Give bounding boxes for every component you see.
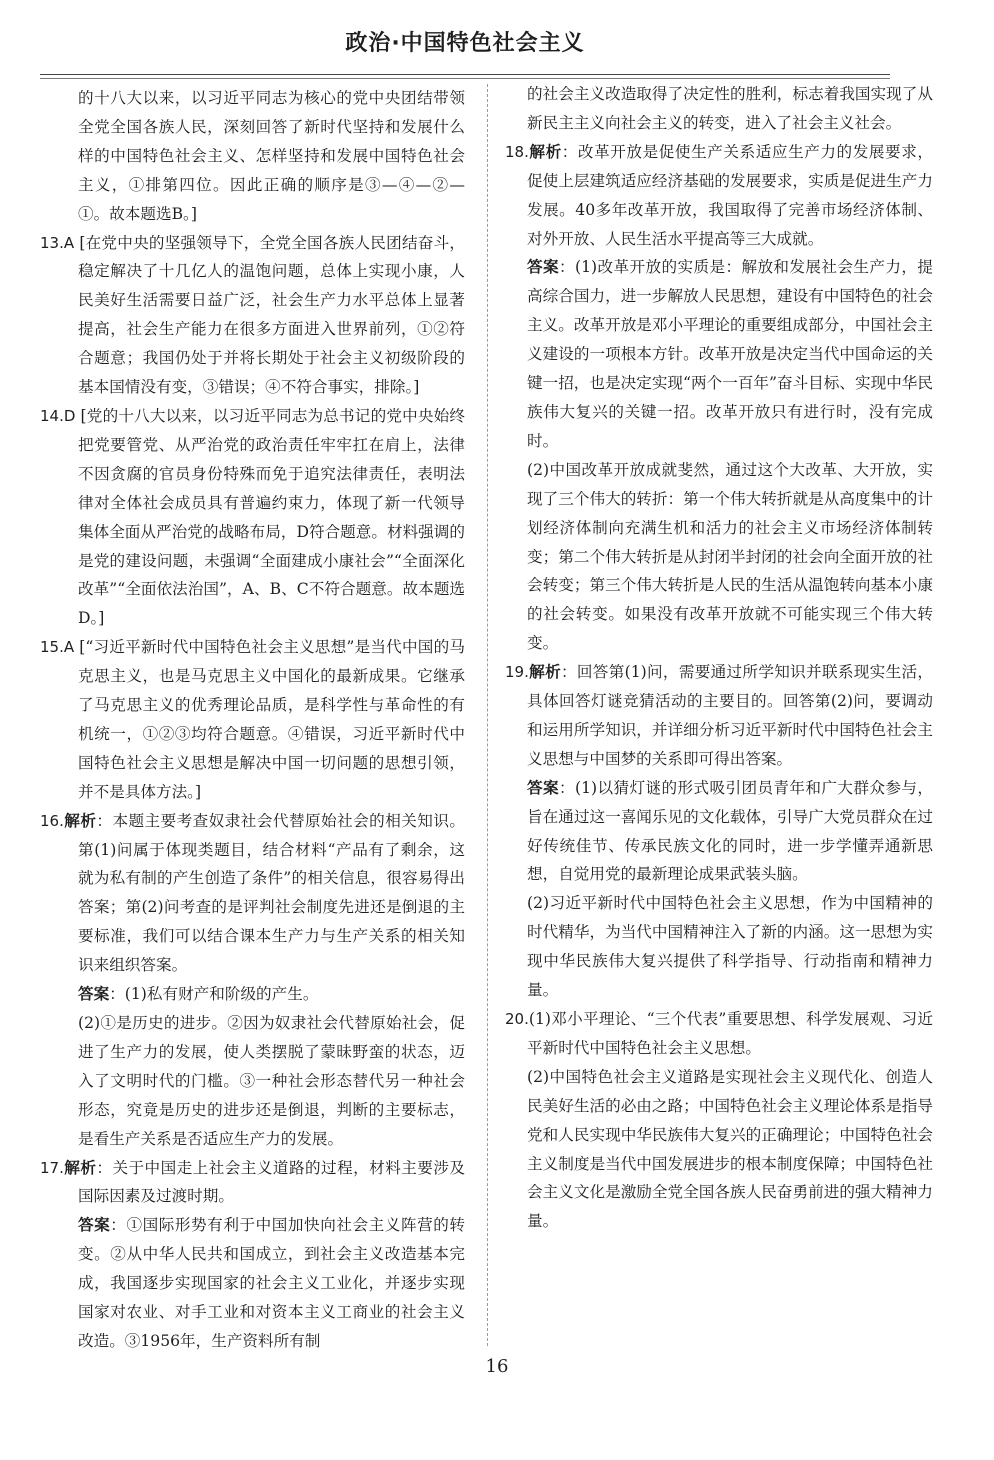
item-text: [“习近平新时代中国特色社会主义思想”是当代中国的马克思主义，也是马克思主义中国化的最新成果。它继承了马克思主义的优秀理论品质，是科学性与革命性的有机统一，①②③均符合题意。④错误，习近平新时代中国特色社会主义思想是解决中国一切问题的思想引领，并不是具体方法。]: [78, 638, 465, 801]
answer-part: [40, 1211, 465, 1356]
header-rule-thin: [40, 78, 890, 79]
item-number: 16.: [40, 811, 64, 830]
column-divider: [487, 84, 488, 1346]
continued-answer: 的十八大以来，以习近平同志为核心的党中央团结带领全党全国各族人民，深刻回答了新时代坚持和发展什么样的中国特色社会主义、怎样坚持和发展中国特色社会主义，①排第四位。因此正确的顺序是③—④—②—①。故本题选B。]: [78, 89, 465, 223]
answer-text: (1)邓小平理论、“三个代表”重要思想、科学发展观、习近平新时代中国特色社会主义思想。: [527, 1010, 933, 1057]
item-text: [党的十八大以来，以习近平同志为总书记的党中央始终把党要管党、从严治党的政治责任牢牢扛在肩上，法律不因贪腐的官员身份特殊而免于追究法律责任，表明法律对全体社会成员具有普遍约束力，体现了新一代领导集体全面从严治党的战略布局，D符合题意。材料强调的是党的建设问题，未强调“全面建成小康社会”“全面深化改革”“全面依法治国”，A、B、C不符合题意。故本题选D。]: [78, 406, 465, 628]
analysis-label: 解析: [528, 141, 562, 161]
answer-part: (2)中国改革开放成就斐然，通过这个大改革、大开放，实现了三个伟大的转折：第一个伟大转折就是从高度集中的计划经济体制向充满生机和活力的社会主义市场经济体制转变；第二个伟大转折是从封闭半封闭的社会向全面开放的社会转变；第三个伟大转折是人民的生活从温饱转向基本小康的社会转变。如果没有改革开放就不可能实现三个伟大转变。: [527, 460, 933, 653]
answer-part: [505, 253, 933, 455]
answer-part: (2)习近平新时代中国特色社会主义思想，作为中国精神的时代精华，为当代中国精神注入了新的内涵。这一思想为实现中华民族伟大复兴提供了科学指导、行动指南和精神力量。: [527, 894, 933, 1000]
analysis-label: 解析: [63, 810, 97, 830]
item-number: 15.A: [40, 638, 75, 657]
answer-text: ：(1)以猜灯谜的形式吸引团员青年和广大群众参与，旨在通过这一喜闻乐见的文化载体，引导广大党员群众在过好传统佳节、传承民族文化的同时，进一步学懂弄通新思想，自觉用党的最新理论成果武装头脑。: [527, 778, 933, 884]
analysis-text: ：关于中国走上社会主义道路的过程，材料主要涉及国际因素及过渡时期。: [78, 1158, 465, 1206]
continued-answer: 的社会主义改造取得了决定性的胜利，标志着我国实现了从新民主主义向社会主义的转变，进入了社会主义社会。: [527, 85, 933, 132]
analysis-text: ：本题主要考查奴隶社会代替原始社会的相关知识。第(1)问属于体现类题目，结合材料“产品有了剩余，这就为私有制的产生创造了条件”的相关信息，很容易得出答案；第(2)问考查的是评判社会制度先进还是倒退的主要标准，我们可以结合课本生产力与生产关系的相关知识来组织答案。: [78, 811, 465, 975]
answer-item-15: [40, 633, 465, 806]
answer-text: ：①国际形势有利于中国加快向社会主义阵营的转变。②从中华人民共和国成立，到社会主义改造基本完成，我国逐步实现国家的社会主义工业化，并逐步实现国家对农业、对手工业和对资本主义工商业的社会主义改造。③1956年，生产资料所有制: [78, 1216, 465, 1350]
header-rule: [40, 74, 890, 75]
item-number: 17.: [40, 1158, 64, 1177]
analysis-label: 解析: [528, 662, 561, 682]
page-number: 16: [485, 1356, 509, 1377]
answer-item-16: [40, 807, 465, 980]
answer-part: (2)中国特色社会主义道路是实现社会主义现代化、创造人民美好生活的必由之路；中国特色社会主义理论体系是指导党和人民实现中华民族伟大复兴的正确理论；中国特色社会主义制度是当代中国发展进步的根本制度保障；中国特色社会主义文化是激励全党全国各族人民奋勇前进的强大精神力量。: [527, 1067, 933, 1231]
answer-label: 答案: [78, 1215, 111, 1235]
answer-label: 答案: [527, 257, 559, 277]
answer-item-20: [505, 1005, 933, 1063]
analysis-text: ：回答第(1)问，需要通过所学知识并联系现实生活，具体回答灯谜竞猜活动的主要目的。回答第(2)问，要调动和运用所学知识，并详细分析习近平新时代中国特色社会主义思想与中国梦的关系即可得出答案。: [527, 663, 933, 768]
answer-label: 答案: [527, 777, 559, 797]
answer-text: ：(1)私有财产和阶级的产生。: [109, 985, 319, 1004]
answer-part: [40, 980, 465, 1009]
page-title: 政治·中国特色社会主义: [345, 31, 585, 56]
answer-item-18: [505, 138, 933, 254]
left-column: [40, 84, 465, 1356]
answer-part: [505, 774, 933, 890]
item-number: 19.: [505, 663, 529, 682]
item-text: [在党中央的坚强领导下，全党全国各族人民团结奋斗，稳定解决了十几亿人的温饱问题，总体上实现小康，人民美好生活需要日益广泛，社会生产力水平总体上显著提高，社会生产能力在很多方面进入世界前列，①②符合题意；我国仍处于并将长期处于社会主义初级阶段的基本国情没有变，③错误；④不符合事实，排除。]: [78, 233, 465, 397]
item-number: 20.: [505, 1010, 529, 1028]
answer-label: 答案: [78, 984, 110, 1004]
analysis-label: 解析: [63, 1157, 97, 1177]
item-number: 18.: [505, 142, 529, 161]
answer-part: (2)①是历史的进步。②因为奴隶社会代替原始社会，促进了生产力的发展，使人类摆脱了蒙昧野蛮的状态，迈入了文明时代的门槛。③一种社会形态替代另一种社会形态，究竟是历史的进步还是倒退，判断的主要标志，是看生产关系是否适应生产力的发展。: [78, 1014, 465, 1148]
item-number: 14.D: [40, 406, 76, 425]
item-number: 13.A: [40, 233, 75, 252]
answer-item-13: [40, 229, 465, 402]
answer-item-17: [40, 1154, 465, 1212]
right-column: [505, 80, 933, 1236]
answer-item-19: [505, 658, 933, 774]
analysis-text: ：改革开放是促使生产关系适应生产力的发展要求，促使上层建筑适应经济基础的发展要求，实质是促进生产力发展。40多年改革开放，我国取得了完善市场经济体制、对外开放、人民生活水平提高等三大成就。: [527, 142, 933, 248]
answer-text: ：(1)改革开放的实质是：解放和发展社会生产力，提高综合国力，进一步解放人民思想，建设有中国特色的社会主义。改革开放是邓小平理论的重要组成部分，中国社会主义建设的一项根本方针。改革开放是决定当代中国命运的关键一招，也是决定实现“两个一百年”奋斗目标、实现中华民族伟大复兴的关键一招。改革开放只有进行时，没有完成时。: [527, 258, 933, 450]
answer-item-14: [40, 402, 465, 633]
page-header: [40, 28, 890, 68]
